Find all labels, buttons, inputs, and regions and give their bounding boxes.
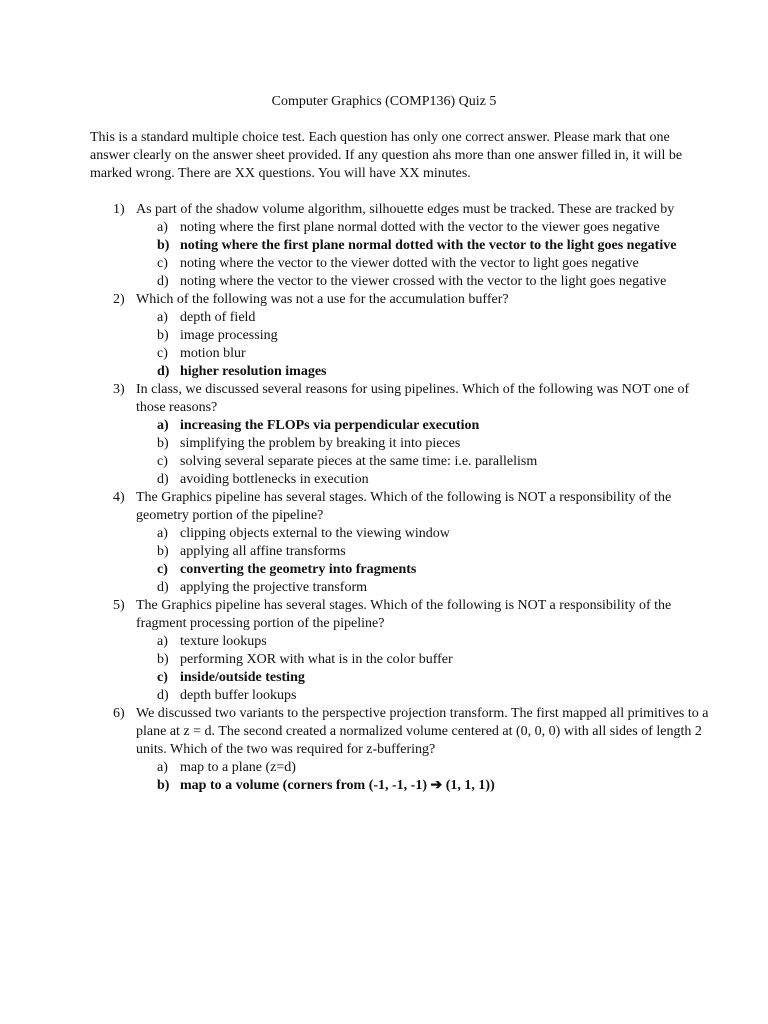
answer-option xyxy=(136,309,713,327)
answer-option-correct xyxy=(136,363,713,381)
option-text: image processing xyxy=(180,328,278,343)
option-letter: c) xyxy=(157,454,168,469)
option-list xyxy=(136,633,713,705)
answer-option-correct xyxy=(136,417,713,435)
option-text: noting where the vector to the viewer dotted with the vector to light goes negative xyxy=(180,256,639,271)
option-letter: c) xyxy=(157,346,168,361)
option-letter: b) xyxy=(157,778,170,793)
option-text: simplifying the problem by breaking it into pieces xyxy=(180,436,461,451)
option-letter: b) xyxy=(157,436,169,451)
option-text: applying the projective transform xyxy=(180,580,367,595)
option-letter: a) xyxy=(157,418,169,433)
question-item xyxy=(113,597,713,705)
question-item xyxy=(113,489,713,597)
page-title: Computer Graphics (COMP136) Quiz 5 xyxy=(271,94,497,109)
question-number: 1) xyxy=(113,202,125,217)
option-letter: d) xyxy=(157,364,170,379)
option-letter: b) xyxy=(157,328,169,343)
question-text: We discussed two variants to the perspective projection transform. The first mapped all primitives to a plane at z = d. The second created a normalized volume centered at (0, 0, 0) with all sides of length 2 units. Which of the two was required for z-buffering? xyxy=(136,706,709,757)
answer-option xyxy=(136,273,713,291)
answer-option xyxy=(136,453,713,471)
option-text: motion blur xyxy=(180,346,246,361)
option-letter: b) xyxy=(157,544,169,559)
question-number: 5) xyxy=(113,598,125,613)
answer-option xyxy=(136,579,713,597)
answer-option xyxy=(136,759,713,777)
answer-option xyxy=(136,543,713,561)
option-letter: a) xyxy=(157,634,168,649)
option-text: increasing the FLOPs via perpendicular execution xyxy=(180,418,480,433)
answer-option xyxy=(136,687,713,705)
option-text: higher resolution images xyxy=(180,364,327,379)
answer-option xyxy=(136,435,713,453)
option-letter: c) xyxy=(157,562,168,577)
option-text: avoiding bottlenecks in execution xyxy=(180,472,369,487)
answer-option xyxy=(136,327,713,345)
option-text: applying all affine transforms xyxy=(180,544,346,559)
answer-option-correct xyxy=(136,561,713,579)
option-letter: c) xyxy=(157,670,168,685)
option-text: performing XOR with what is in the color buffer xyxy=(180,652,453,667)
question-number: 3) xyxy=(113,382,125,397)
option-text: depth of field xyxy=(180,310,256,325)
question-text: The Graphics pipeline has several stages. Which of the following is NOT a responsibility of the fragment processing portion of the pipeline? xyxy=(136,598,672,631)
answer-option xyxy=(136,219,713,237)
option-text: clipping objects external to the viewing window xyxy=(180,526,450,541)
question-item xyxy=(113,201,713,291)
option-text: texture lookups xyxy=(180,634,267,649)
option-letter: c) xyxy=(157,256,168,271)
option-letter: d) xyxy=(157,688,169,703)
answer-option xyxy=(136,255,713,273)
option-text: noting where the first plane normal dotted with the vector to the light goes negative xyxy=(180,238,677,253)
question-item xyxy=(113,381,713,489)
question-item xyxy=(113,705,713,795)
option-letter: a) xyxy=(157,220,168,235)
option-list xyxy=(136,525,713,597)
option-text: solving several separate pieces at the same time: i.e. parallelism xyxy=(180,454,538,469)
option-list xyxy=(136,309,713,381)
option-text: noting where the vector to the viewer crossed with the vector to the light goes negative xyxy=(180,274,667,289)
option-letter: d) xyxy=(157,580,169,595)
question-list xyxy=(113,201,713,795)
option-text: noting where the first plane normal dotted with the vector to the viewer goes negative xyxy=(180,220,660,235)
option-list xyxy=(136,759,713,795)
option-text: map to a plane (z=d) xyxy=(180,760,296,775)
answer-option xyxy=(136,525,713,543)
option-list xyxy=(136,219,713,291)
option-text: converting the geometry into fragments xyxy=(180,562,417,577)
option-text: inside/outside testing xyxy=(180,670,305,685)
question-number: 2) xyxy=(113,292,125,307)
option-list xyxy=(136,417,713,489)
option-letter: d) xyxy=(157,472,169,487)
option-letter: a) xyxy=(157,310,168,325)
option-letter: b) xyxy=(157,238,170,253)
question-text: The Graphics pipeline has several stages. Which of the following is NOT a responsibility of the geometry portion of the pipeline? xyxy=(136,490,672,523)
question-item xyxy=(113,291,713,381)
question-text: Which of the following was not a use for the accumulation buffer? xyxy=(136,292,509,307)
option-letter: a) xyxy=(157,760,168,775)
answer-option xyxy=(136,345,713,363)
answer-option xyxy=(136,651,713,669)
answer-option-correct xyxy=(136,777,713,795)
option-text: map to a volume (corners from (-1, -1, -1) ➔ (1, 1, 1)) xyxy=(180,778,495,793)
question-number: 4) xyxy=(113,490,125,505)
question-text: As part of the shadow volume algorithm, silhouette edges must be tracked. These are tracked by xyxy=(136,202,675,217)
option-letter: d) xyxy=(157,274,169,289)
intro-paragraph: This is a standard multiple choice test. Each question has only one correct answer. Please mark that one answer clearly on the answer sheet provided. If any question ahs more than one answer filled in, it will be marked wrong. There are XX questions. You will have XX minutes. xyxy=(90,130,683,181)
option-letter: a) xyxy=(157,526,168,541)
answer-option-correct xyxy=(136,669,713,687)
option-text: depth buffer lookups xyxy=(180,688,297,703)
question-number: 6) xyxy=(113,706,125,721)
answer-option xyxy=(136,633,713,651)
option-letter: b) xyxy=(157,652,169,667)
answer-option-correct xyxy=(136,237,713,255)
answer-option xyxy=(136,471,713,489)
question-text: In class, we discussed several reasons for using pipelines. Which of the following was NOT one of those reasons? xyxy=(136,382,690,415)
